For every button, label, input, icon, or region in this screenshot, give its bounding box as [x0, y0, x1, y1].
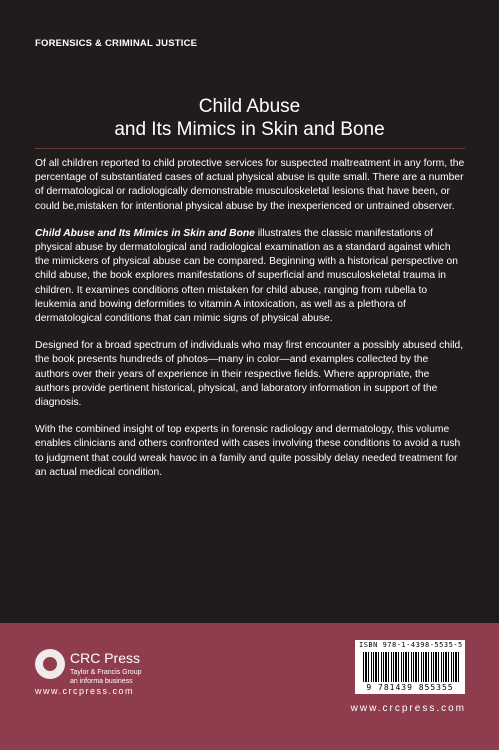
- publisher-group: Taylor & Francis Group: [70, 669, 142, 676]
- description: [35, 157, 465, 493]
- paragraph-4: With the combined insight of top experts in forensic radiology and dermatology, this volume enables clinicians and others confronted with cases involving these conditions to avoid a rush to judgment that could wreak havoc in a family and quite possibly delay needed treatment for an actual medical condition.: [35, 424, 461, 478]
- paragraph-2-title: Child Abuse and Its Mimics in Skin and Bone: [35, 227, 255, 239]
- publisher-url: www.crcpress.com: [35, 686, 135, 696]
- paragraph-1: Of all children reported to child protective services for suspected maltreatment in any form, the percentage of substantiated cases of actual physical abuse is quite small. There are a number of dermatological or radiologically demonstrable musculoskeletal lesions that have been, or could be,mistaken for intentional physical abuse by the inexperienced or untrained observer.: [35, 158, 465, 212]
- title-line-2: and Its Mimics in Skin and Bone: [114, 119, 385, 140]
- paragraph-3: Designed for a broad spectrum of individuals who may first encounter a possibly abused child, the book presents hundreds of photos—many in color—and examples collected by the authors over their years of experience in their respective fields. Where appropriate, the authors provide pertinent historical, physical, and laboratory information in support of the diagnosis.: [35, 340, 464, 409]
- paragraph-2-text: illustrates the classic manifestations of physical abuse by dermatological and radiological examination as a standard against which the mimickers of physical abuse can be compared. Beginning with a historical perspective on child abuse, the book explores manifestations of superficial and musculoskeletal trauma in children. It examines conditions often mistaken for child abuse, ranging from rubella to leukemia and bowing deformities to vitamin A intoxication, as well as a plethora of dermatological conditions that can mimic signs of physical abuse.: [35, 227, 458, 325]
- publisher-informa: an informa business: [70, 678, 133, 685]
- paragraph-2: [35, 227, 465, 326]
- publisher-name: CRC Press: [70, 650, 141, 666]
- book-title: [0, 95, 499, 141]
- barcode-number: 9 781439 855355: [366, 683, 454, 692]
- divider: [35, 148, 465, 149]
- isbn-label: ISBN 978-1-4398-5535-5: [359, 641, 463, 649]
- website-url: www.crcpress.com: [350, 703, 466, 714]
- barcode-bars: [363, 652, 459, 682]
- barcode: [355, 640, 465, 694]
- title-line-1: Child Abuse: [198, 96, 301, 117]
- category-label: FORENSICS & CRIMINAL JUSTICE: [35, 38, 198, 49]
- publisher-subtitle: [70, 668, 142, 686]
